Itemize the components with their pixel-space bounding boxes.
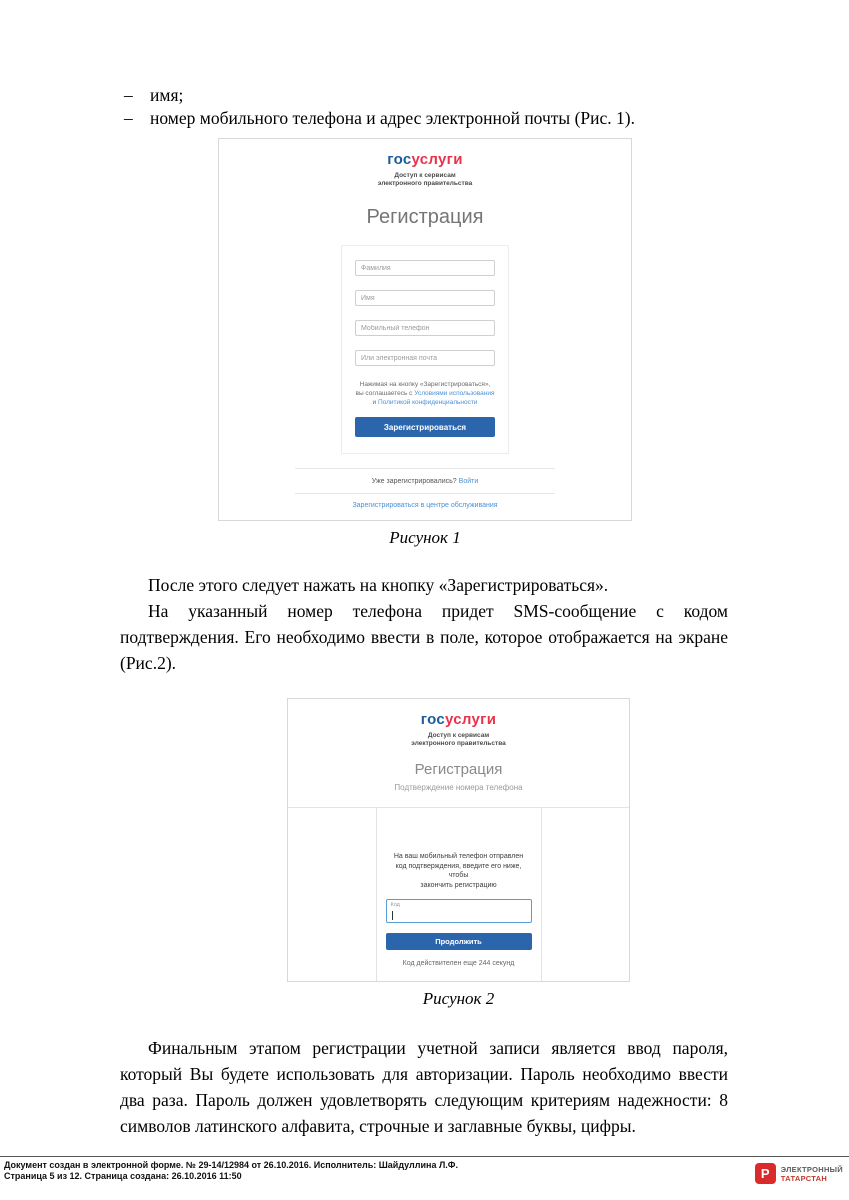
footer-meta [4, 1160, 458, 1182]
electronic-tatarstan-text: ЭЛЕКТРОННЫЙ ТАТАРСТАН [780, 1164, 843, 1183]
tagline-line2: электронного правительства [377, 180, 473, 187]
figure-2 [120, 698, 728, 1009]
list-item-text: номер мобильного телефона и адрес электронной почты (Рис. 1). [150, 108, 635, 128]
paragraph-3: Финальным этапом регистрации учетной записи является ввод пароля, который Вы будете использовать для авторизации. Пароль необходимо ввести два раза. Пароль должен удовлетворять следующим критериям надежности: 8 символов латинского алфавита, строчные и заглавные буквы, цифры. [120, 1038, 728, 1136]
code-field-label: Код [390, 902, 400, 908]
tagline-line2: электронного правительства [411, 740, 506, 747]
figure-2-caption: Рисунок 2 [422, 989, 495, 1008]
privacy-policy-link[interactable]: Политикой конфиденциальности [377, 399, 478, 406]
terms-of-use-link[interactable]: Условиями использования [414, 390, 495, 397]
text-caret [392, 911, 393, 920]
logo-part-red: услуги [411, 151, 463, 168]
paragraph-2: На указанный номер телефона придет SMS-сообщение с кодом подтверждения. Его необходимо ввести в поле, которое отображается на экране (Рис.2). [120, 601, 728, 673]
email-field[interactable] [355, 350, 495, 366]
logo-part-blue: гос [387, 151, 412, 168]
electronic-tatarstan-logo [755, 1163, 843, 1184]
figure-1 [120, 138, 728, 548]
login-prompt: Уже зарегистрировались? [371, 478, 459, 485]
terms-line3: и Политикой конфиденциальности [372, 399, 478, 406]
login-link[interactable]: Войти [458, 478, 479, 485]
gosuslugi-logo [288, 711, 629, 728]
terms-line2: вы соглашаетесь с Условиями использования [355, 390, 495, 397]
registration-form [341, 245, 509, 454]
code-timer-text: Код действителен еще 244 секунд [402, 960, 515, 967]
intro-list [120, 84, 728, 130]
registration-heading: Регистрация [366, 206, 484, 228]
firstname-field[interactable] [355, 290, 495, 306]
electronic-tatarstan-icon: Р [755, 1163, 776, 1184]
figure-1-caption: Рисунок 1 [389, 528, 461, 547]
lastname-field[interactable] [355, 260, 495, 276]
phone-confirmation-subheading: Подтверждение номера телефона [394, 783, 523, 792]
list-item-text: имя; [150, 85, 184, 105]
sms-instruction: На ваш мобильный телефон отправлен код подтверждения, введите его ниже, чтобы закончить регистрацию [393, 853, 524, 889]
logo-part-red: услуги [445, 711, 497, 728]
gosuslugi-logo [219, 151, 631, 168]
register-button[interactable]: Зарегистрироваться [355, 417, 495, 437]
continue-button[interactable]: Продолжить [386, 933, 532, 950]
terms-text [355, 380, 495, 407]
already-registered-row [295, 468, 555, 493]
page-content [120, 84, 728, 1139]
figure-1-screenshot [218, 138, 632, 521]
list-dash: – [124, 108, 133, 128]
list-item [120, 84, 728, 107]
mobile-phone-field[interactable] [355, 320, 495, 336]
footer-line1: Документ создан в электронной форме. № 29-14/12984 от 26.10.2016. Исполнитель: Шайдуллина Л.Ф. [4, 1160, 458, 1170]
list-item [120, 107, 728, 130]
figure-2-screenshot [287, 698, 630, 982]
service-center-row [295, 493, 555, 520]
tagline-line1: Доступ к сервисам [394, 172, 456, 179]
logo-tagline [288, 732, 629, 748]
logo-part-blue: гос [420, 711, 445, 728]
document-footer [0, 1156, 849, 1200]
logo-tagline [219, 172, 631, 188]
service-center-link[interactable]: Зарегистрироваться в центре обслуживания [352, 502, 498, 509]
tagline-line1: Доступ к сервисам [427, 732, 490, 739]
footer-line2: Страница 5 из 12. Страница создана: 26.10.2016 11:50 [4, 1171, 242, 1181]
confirmation-panel [376, 808, 542, 981]
paragraph-1: После этого следует нажать на кнопку «Зарегистрироваться». [148, 575, 609, 595]
terms-line1: Нажимая на кнопку «Зарегистрироваться», [359, 381, 491, 388]
registration-heading: Регистрация [414, 761, 503, 778]
list-dash: – [124, 85, 133, 105]
confirmation-code-field[interactable] [386, 899, 532, 923]
